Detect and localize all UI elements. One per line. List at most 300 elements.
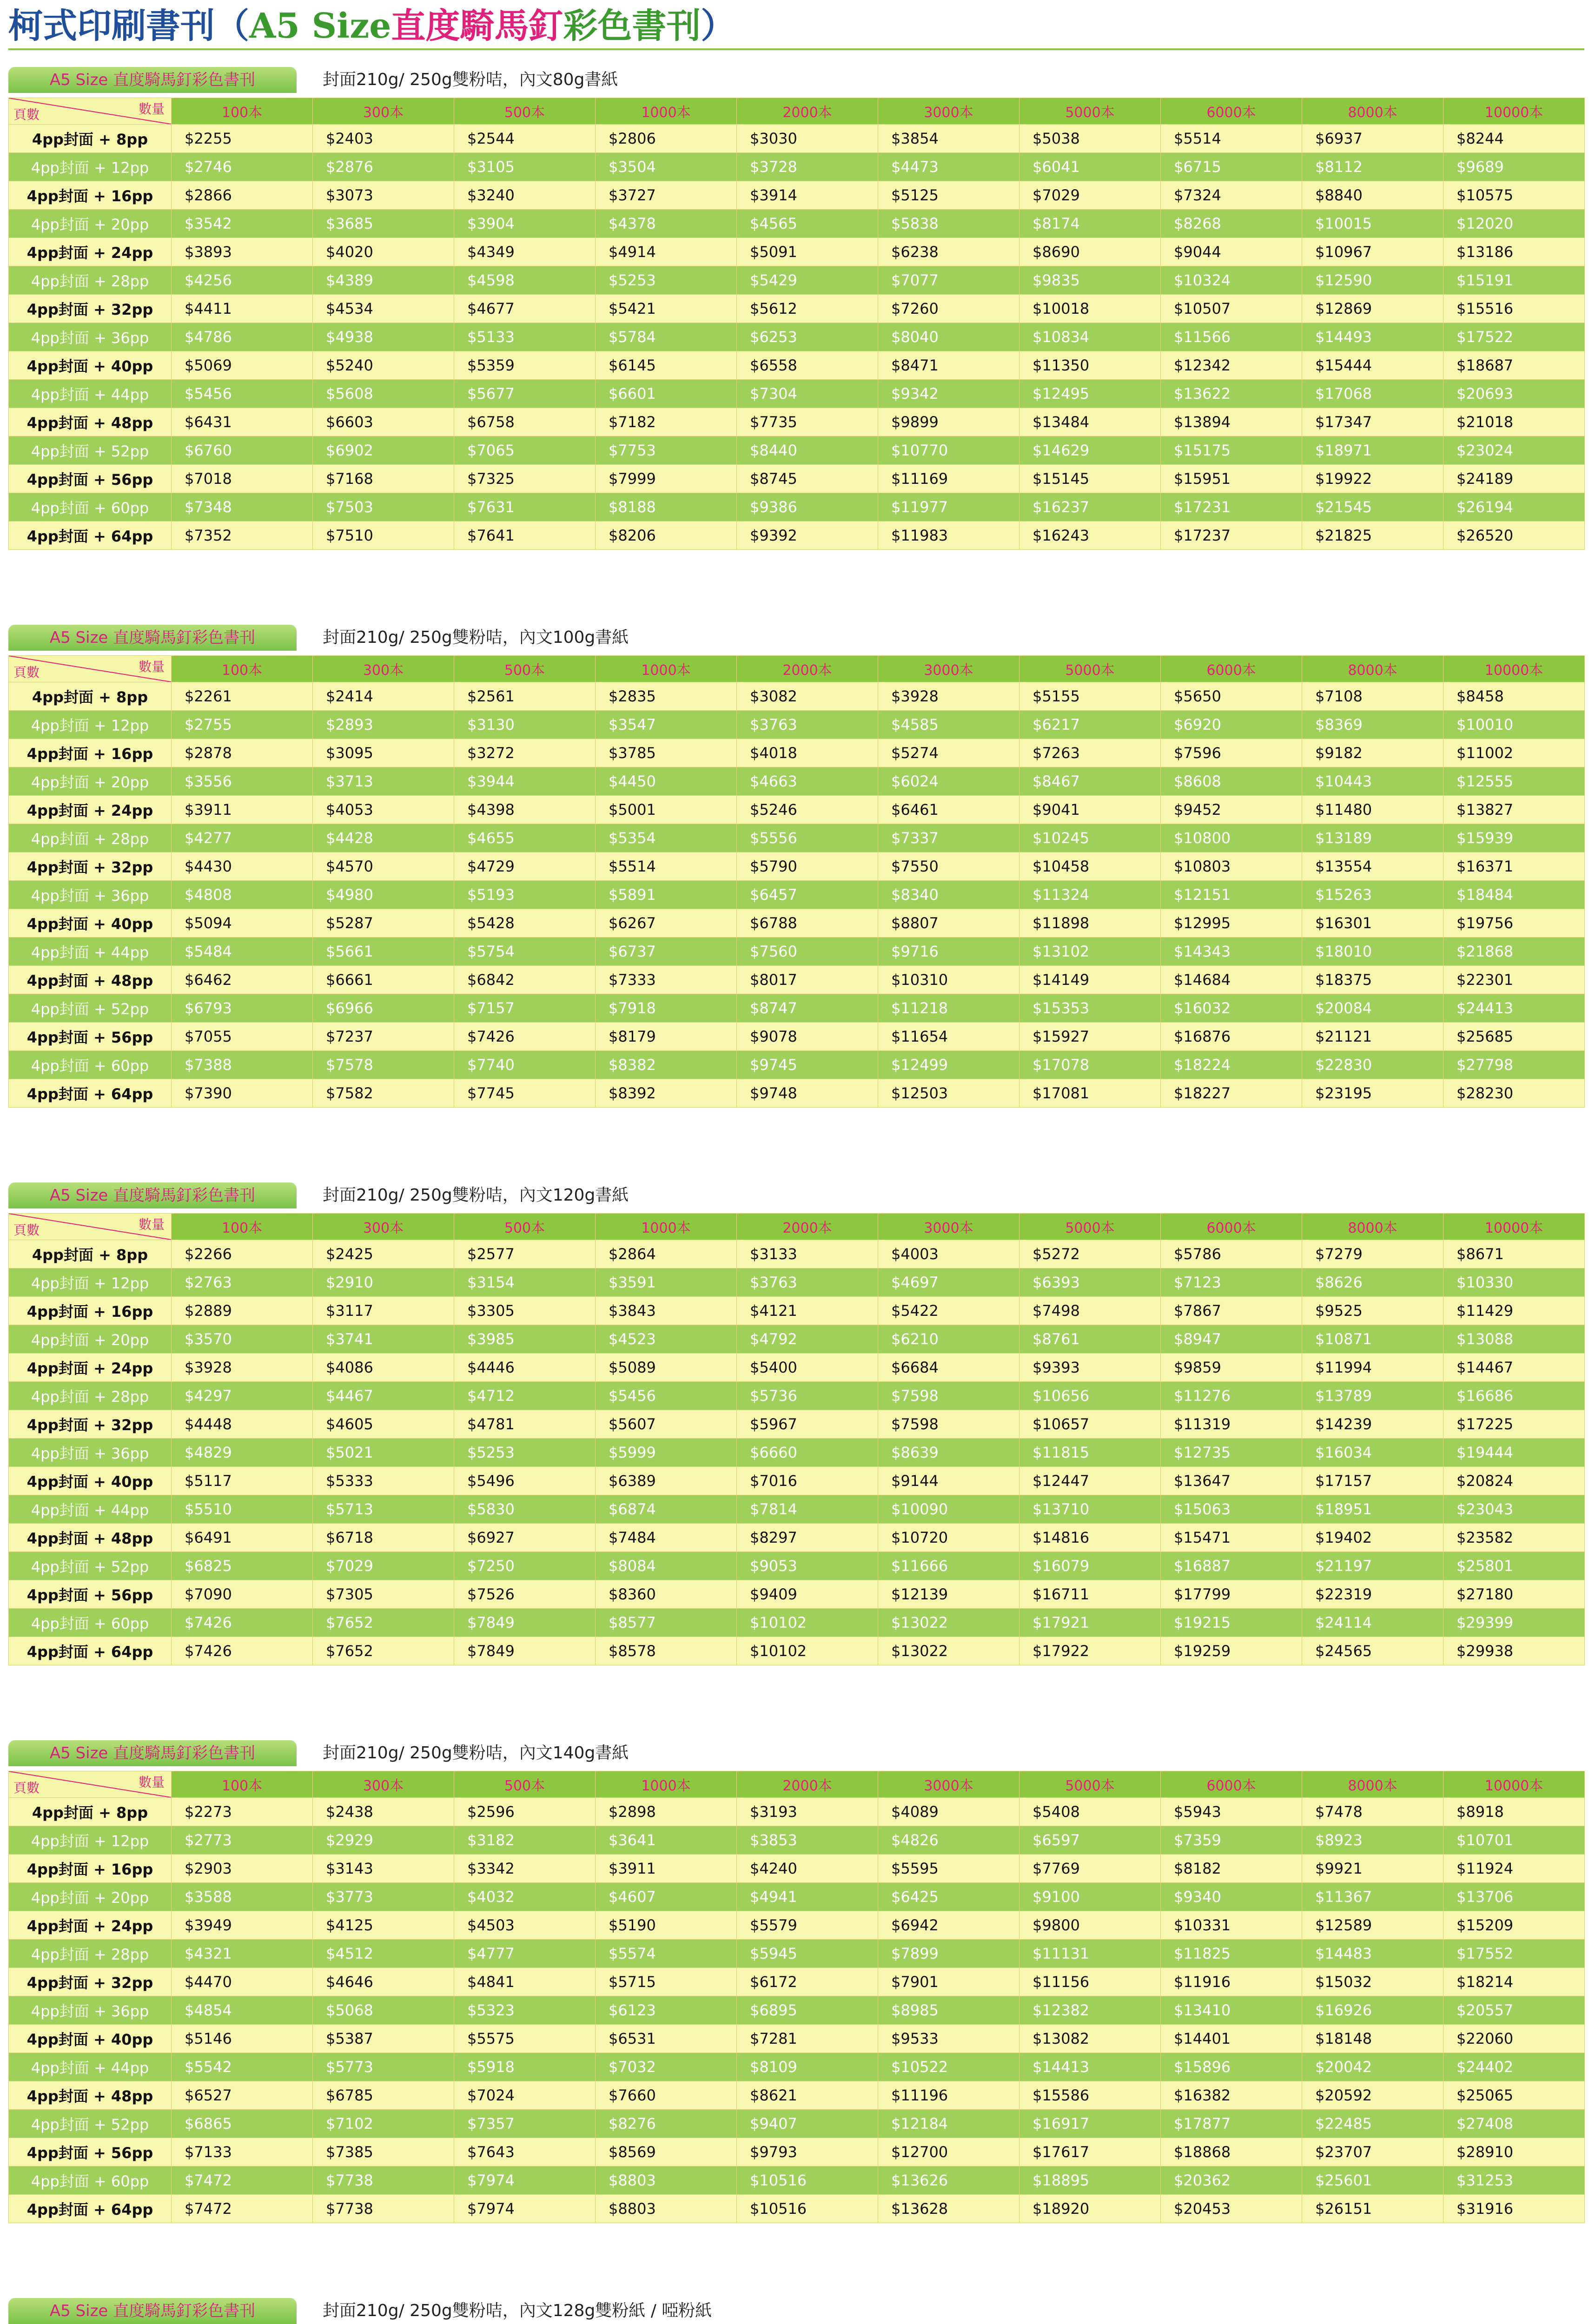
price-cell: $15145 [1020, 465, 1161, 493]
price-cell: $3944 [454, 767, 596, 796]
title-binding: 直度騎馬釘 [391, 6, 563, 46]
price-cell: $7133 [172, 2138, 313, 2166]
price-cell: $3763 [737, 1268, 878, 1297]
price-cell: $18895 [1020, 2166, 1161, 2195]
price-cell: $5967 [737, 1410, 878, 1439]
price-cell: $2425 [313, 1240, 454, 1268]
header-corner-cell [9, 98, 172, 125]
price-cell: $7388 [172, 1051, 313, 1079]
price-cell: $8923 [1302, 1826, 1443, 1855]
price-cell: $3154 [454, 1268, 596, 1297]
price-cell: $13022 [878, 1637, 1020, 1665]
section-paper-spec: 封面210g/ 250g雙粉咭，內文140g書紙 [323, 1743, 629, 1763]
price-cell: $4297 [172, 1382, 313, 1410]
price-cell: $8803 [596, 2166, 737, 2195]
price-cell: $13894 [1161, 408, 1302, 436]
page-count-label: 4pp封面 + 36pp [9, 323, 172, 351]
price-cell: $4697 [878, 1268, 1020, 1297]
price-cell: $13626 [878, 2166, 1020, 2195]
price-cell: $6461 [878, 796, 1020, 824]
price-cell: $11666 [878, 1552, 1020, 1580]
page-count-label: 4pp封面 + 40pp [9, 2025, 172, 2053]
price-cell: $5661 [313, 938, 454, 966]
price-cell: $3854 [878, 125, 1020, 153]
price-cell: $4777 [454, 1940, 596, 1968]
price-cell: $4428 [313, 824, 454, 852]
table-row [9, 852, 1585, 881]
price-cell: $25685 [1443, 1023, 1585, 1051]
price-cell: $12342 [1161, 351, 1302, 380]
price-cell: $8803 [596, 2195, 737, 2223]
price-cell: $16371 [1443, 852, 1585, 881]
price-cell: $5456 [172, 380, 313, 408]
price-cell: $9044 [1161, 238, 1302, 266]
price-cell: $5287 [313, 909, 454, 938]
price-cell: $18148 [1302, 2025, 1443, 2053]
table-row [9, 1798, 1585, 1826]
price-cell: $4729 [454, 852, 596, 881]
page-count-label: 4pp封面 + 52pp [9, 1552, 172, 1580]
price-cell: $5359 [454, 351, 596, 380]
price-cell: $7123 [1161, 1268, 1302, 1297]
page-count-label: 4pp封面 + 44pp [9, 1495, 172, 1524]
price-cell: $2929 [313, 1826, 454, 1855]
price-cell: $4256 [172, 266, 313, 295]
page-count-label: 4pp封面 + 60pp [9, 1051, 172, 1079]
price-cell: $7348 [172, 493, 313, 522]
section-header [8, 57, 1584, 97]
table-row [9, 493, 1585, 522]
price-cell: $8340 [878, 881, 1020, 909]
price-cell: $8109 [737, 2053, 878, 2081]
price-cell: $6253 [737, 323, 878, 351]
price-cell: $9041 [1020, 796, 1161, 824]
table-row [9, 994, 1585, 1023]
price-cell: $6661 [313, 966, 454, 994]
quantity-header: 3000本 [878, 1771, 1020, 1798]
page-count-label: 4pp封面 + 40pp [9, 1467, 172, 1495]
price-cell: $12495 [1020, 380, 1161, 408]
price-cell: $27798 [1443, 1051, 1585, 1079]
price-cell: $5069 [172, 351, 313, 380]
price-cell: $29399 [1443, 1609, 1585, 1637]
price-cell: $17522 [1443, 323, 1585, 351]
price-cell: $10331 [1161, 1911, 1302, 1940]
price-cell: $18920 [1020, 2195, 1161, 2223]
price-cell: $16382 [1161, 2081, 1302, 2110]
section-tab: A5 Size 直度騎馬釘彩色書刊 [8, 1740, 297, 1766]
page-count-label: 4pp封面 + 64pp [9, 1637, 172, 1665]
price-cell: $5736 [737, 1382, 878, 1410]
table-row [9, 2110, 1585, 2138]
price-table [8, 1771, 1585, 2223]
price-cell: $13189 [1302, 824, 1443, 852]
price-cell: $8297 [737, 1524, 878, 1552]
price-cell: $4430 [172, 852, 313, 881]
price-cell: $10102 [737, 1637, 878, 1665]
price-cell: $11654 [878, 1023, 1020, 1051]
price-cell: $17157 [1302, 1467, 1443, 1495]
quantity-header: 100本 [172, 98, 313, 125]
price-cell: $4003 [878, 1240, 1020, 1268]
price-cell: $6123 [596, 1996, 737, 2025]
price-cell: $12139 [878, 1580, 1020, 1609]
quantity-header: 10000本 [1443, 656, 1585, 682]
page-count-label: 4pp封面 + 16pp [9, 739, 172, 767]
price-cell: $17237 [1161, 522, 1302, 550]
header-corner-cell [9, 1214, 172, 1240]
price-cell: $7333 [596, 966, 737, 994]
price-cell: $6718 [313, 1524, 454, 1552]
price-cell: $8639 [878, 1439, 1020, 1467]
price-cell: $5133 [454, 323, 596, 351]
price-cell: $3272 [454, 739, 596, 767]
price-cell: $12555 [1443, 767, 1585, 796]
price-cell: $3240 [454, 181, 596, 210]
price-cell: $2773 [172, 1826, 313, 1855]
price-cell: $7582 [313, 1079, 454, 1108]
price-table [8, 1213, 1585, 1665]
price-cell: $16079 [1020, 1552, 1161, 1580]
title-close-paren: ） [701, 6, 735, 46]
price-cell: $12151 [1161, 881, 1302, 909]
price-cell: $6788 [737, 909, 878, 938]
price-cell: $14343 [1161, 938, 1302, 966]
price-cell: $9748 [737, 1079, 878, 1108]
quantity-header: 300本 [313, 1771, 454, 1798]
price-cell: $15951 [1161, 465, 1302, 493]
section-paper-spec: 封面210g/ 250g雙粉咭，內文128g雙粉紙 / 啞粉紙 [323, 2301, 712, 2320]
price-cell: $6966 [313, 994, 454, 1023]
price-cell: $4938 [313, 323, 454, 351]
price-cell: $5146 [172, 2025, 313, 2053]
quantity-header: 500本 [454, 98, 596, 125]
price-cell: $6527 [172, 2081, 313, 2110]
price-cell: $7738 [313, 2166, 454, 2195]
price-cell: $4585 [878, 711, 1020, 739]
price-cell: $9392 [737, 522, 878, 550]
price-cell: $10507 [1161, 295, 1302, 323]
price-cell: $4914 [596, 238, 737, 266]
price-cell: $8471 [878, 351, 1020, 380]
price-cell: $23195 [1302, 1079, 1443, 1108]
price-cell: $7281 [737, 2025, 878, 2053]
price-cell: $4349 [454, 238, 596, 266]
price-cell: $5456 [596, 1382, 737, 1410]
price-cell: $15927 [1020, 1023, 1161, 1051]
price-cell: $10018 [1020, 295, 1161, 323]
price-cell: $4605 [313, 1410, 454, 1439]
corner-quantity-label: 數量 [138, 659, 165, 674]
quantity-header: 2000本 [737, 1771, 878, 1798]
price-cell: $9525 [1302, 1297, 1443, 1325]
price-cell: $15263 [1302, 881, 1443, 909]
price-cell: $13022 [878, 1609, 1020, 1637]
price-cell: $9452 [1161, 796, 1302, 824]
page-count-label: 4pp封面 + 32pp [9, 1410, 172, 1439]
price-cell: $7901 [878, 1968, 1020, 1996]
price-cell: $11815 [1020, 1439, 1161, 1467]
quantity-header: 8000本 [1302, 98, 1443, 125]
price-cell: $8188 [596, 493, 737, 522]
price-cell: $8369 [1302, 711, 1443, 739]
price-cell: $6491 [172, 1524, 313, 1552]
price-cell: $3591 [596, 1268, 737, 1297]
price-cell: $8608 [1161, 767, 1302, 796]
price-cell: $9078 [737, 1023, 878, 1051]
price-cell: $7769 [1020, 1855, 1161, 1883]
title-color-booklet: 彩色書刊 [563, 6, 701, 46]
price-cell: $5773 [313, 2053, 454, 2081]
price-cell: $9100 [1020, 1883, 1161, 1911]
price-cell: $2866 [172, 181, 313, 210]
table-row [9, 1051, 1585, 1079]
price-cell: $6760 [172, 436, 313, 465]
corner-quantity-label: 數量 [138, 1775, 165, 1790]
price-cell: $6393 [1020, 1268, 1161, 1297]
page-count-label: 4pp封面 + 20pp [9, 1883, 172, 1911]
page-count-label: 4pp封面 + 20pp [9, 767, 172, 796]
table-row [9, 153, 1585, 181]
price-cell: $3773 [313, 1883, 454, 1911]
price-cell: $3073 [313, 181, 454, 210]
price-cell: $7596 [1161, 739, 1302, 767]
price-cell: $21018 [1443, 408, 1585, 436]
quantity-header: 8000本 [1302, 656, 1443, 682]
price-cell: $7055 [172, 1023, 313, 1051]
price-cell: $3911 [172, 796, 313, 824]
price-cell: $15175 [1161, 436, 1302, 465]
price-cell: $8276 [596, 2110, 737, 2138]
price-cell: $17347 [1302, 408, 1443, 436]
price-cell: $3741 [313, 1325, 454, 1353]
price-cell: $5830 [454, 1495, 596, 1524]
price-cell: $7182 [596, 408, 737, 436]
page-count-label: 4pp封面 + 56pp [9, 1580, 172, 1609]
price-cell: $18971 [1302, 436, 1443, 465]
price-cell: $3556 [172, 767, 313, 796]
price-cell: $4089 [878, 1798, 1020, 1826]
price-cell: $3193 [737, 1798, 878, 1826]
page-count-label: 4pp封面 + 12pp [9, 153, 172, 181]
table-row [9, 1552, 1585, 1580]
price-cell: $7849 [454, 1609, 596, 1637]
header-corner-cell [9, 1771, 172, 1798]
price-cell: $7631 [454, 493, 596, 522]
table-row [9, 1495, 1585, 1524]
price-cell: $20084 [1302, 994, 1443, 1023]
price-cell: $21868 [1443, 938, 1585, 966]
price-cell: $17552 [1443, 1940, 1585, 1968]
price-cell: $7426 [172, 1609, 313, 1637]
price-cell: $6920 [1161, 711, 1302, 739]
page-count-label: 4pp封面 + 12pp [9, 1826, 172, 1855]
table-row [9, 2195, 1585, 2223]
price-cell: $3893 [172, 238, 313, 266]
price-cell: $7740 [454, 1051, 596, 1079]
price-cell: $8467 [1020, 767, 1161, 796]
table-row [9, 1609, 1585, 1637]
price-cell: $6558 [737, 351, 878, 380]
price-cell: $5607 [596, 1410, 737, 1439]
price-cell: $7472 [172, 2166, 313, 2195]
price-cell: $5790 [737, 852, 878, 881]
price-cell: $11429 [1443, 1297, 1585, 1325]
section-paper-spec: 封面210g/ 250g雙粉咭，內文120g書紙 [323, 1186, 629, 1205]
price-cell: $16887 [1161, 1552, 1302, 1580]
price-cell: $13186 [1443, 238, 1585, 266]
price-cell: $3685 [313, 210, 454, 238]
price-cell: $5021 [313, 1439, 454, 1467]
price-cell: $3949 [172, 1911, 313, 1940]
price-cell: $4655 [454, 824, 596, 852]
price-cell: $3105 [454, 153, 596, 181]
price-cell: $10720 [878, 1524, 1020, 1552]
price-cell: $3570 [172, 1325, 313, 1353]
price-cell: $17081 [1020, 1079, 1161, 1108]
page-count-label: 4pp封面 + 8pp [9, 682, 172, 711]
price-cell: $14493 [1302, 323, 1443, 351]
section-header [8, 2288, 1584, 2324]
table-row [9, 1968, 1585, 1996]
price-cell: $2755 [172, 711, 313, 739]
page-count-label: 4pp封面 + 48pp [9, 2081, 172, 2110]
corner-quantity-label: 數量 [138, 1217, 165, 1232]
price-cell: $2261 [172, 682, 313, 711]
price-cell: $7024 [454, 2081, 596, 2110]
price-cell: $3143 [313, 1855, 454, 1883]
page-count-label: 4pp封面 + 48pp [9, 408, 172, 436]
price-cell: $5575 [454, 2025, 596, 2053]
price-cell: $16686 [1443, 1382, 1585, 1410]
price-cell: $12869 [1302, 295, 1443, 323]
price-cell: $20453 [1161, 2195, 1302, 2223]
table-header-row [9, 98, 1585, 125]
page-count-label: 4pp封面 + 20pp [9, 1325, 172, 1353]
price-cell: $6937 [1302, 125, 1443, 153]
price-cell: $12184 [878, 2110, 1020, 2138]
price-cell: $19444 [1443, 1439, 1585, 1467]
price-cell: $10443 [1302, 767, 1443, 796]
price-cell: $22830 [1302, 1051, 1443, 1079]
price-cell: $9340 [1161, 1883, 1302, 1911]
price-cell: $3504 [596, 153, 737, 181]
price-cell: $5542 [172, 2053, 313, 2081]
price-cell: $3082 [737, 682, 878, 711]
quantity-header: 2000本 [737, 1214, 878, 1240]
price-cell: $5421 [596, 295, 737, 323]
table-row [9, 1467, 1585, 1495]
price-cell: $5514 [596, 852, 737, 881]
price-cell: $8268 [1161, 210, 1302, 238]
price-cell: $7250 [454, 1552, 596, 1580]
price-cell: $11319 [1161, 1410, 1302, 1439]
price-cell: $4512 [313, 1940, 454, 1968]
price-cell: $2746 [172, 153, 313, 181]
table-row [9, 1911, 1585, 1940]
price-cell: $2893 [313, 711, 454, 739]
price-cell: $12700 [878, 2138, 1020, 2166]
price-cell: $5484 [172, 938, 313, 966]
page-count-label: 4pp封面 + 28pp [9, 1382, 172, 1410]
price-cell: $26151 [1302, 2195, 1443, 2223]
price-cell: $11218 [878, 994, 1020, 1023]
price-cell: $5838 [878, 210, 1020, 238]
price-cell: $13622 [1161, 380, 1302, 408]
price-cell: $16926 [1302, 1996, 1443, 2025]
page-count-label: 4pp封面 + 52pp [9, 994, 172, 1023]
price-cell: $3130 [454, 711, 596, 739]
price-cell: $5612 [737, 295, 878, 323]
price-cell: $17078 [1020, 1051, 1161, 1079]
section-tab: A5 Size 直度騎馬釘彩色書刊 [8, 625, 297, 651]
price-cell: $14149 [1020, 966, 1161, 994]
price-cell: $4854 [172, 1996, 313, 2025]
price-cell: $9859 [1161, 1353, 1302, 1382]
quantity-header: 1000本 [596, 656, 737, 682]
price-cell: $3728 [737, 153, 878, 181]
quantity-header: 2000本 [737, 98, 878, 125]
price-cell: $6942 [878, 1911, 1020, 1940]
price-cell: $24413 [1443, 994, 1585, 1023]
price-cell: $7643 [454, 2138, 596, 2166]
page-count-label: 4pp封面 + 28pp [9, 1940, 172, 1968]
price-cell: $8206 [596, 522, 737, 550]
price-cell: $16243 [1020, 522, 1161, 550]
price-cell: $7999 [596, 465, 737, 493]
price-cell: $7738 [313, 2195, 454, 2223]
price-cell: $8084 [596, 1552, 737, 1580]
price-cell: $7168 [313, 465, 454, 493]
price-cell: $7237 [313, 1023, 454, 1051]
price-cell: $8360 [596, 1580, 737, 1609]
section-header [8, 1172, 1584, 1212]
table-row [9, 436, 1585, 465]
price-cell: $7305 [313, 1580, 454, 1609]
price-cell: $11169 [878, 465, 1020, 493]
price-cell: $12590 [1302, 266, 1443, 295]
price-cell: $9689 [1443, 153, 1585, 181]
table-row [9, 408, 1585, 436]
price-cell: $22319 [1302, 1580, 1443, 1609]
quantity-header: 500本 [454, 1214, 596, 1240]
price-cell: $7641 [454, 522, 596, 550]
price-cell: $6431 [172, 408, 313, 436]
page-count-label: 4pp封面 + 44pp [9, 938, 172, 966]
price-cell: $5068 [313, 1996, 454, 2025]
price-cell: $15032 [1302, 1968, 1443, 1996]
price-cell: $6457 [737, 881, 878, 909]
table-row [9, 1353, 1585, 1382]
price-cell: $13706 [1443, 1883, 1585, 1911]
page-count-label: 4pp封面 + 44pp [9, 380, 172, 408]
section-tab: A5 Size 直度騎馬釘彩色書刊 [8, 67, 297, 93]
price-cell: $8392 [596, 1079, 737, 1108]
price-cell: $9393 [1020, 1353, 1161, 1382]
price-cell: $6793 [172, 994, 313, 1023]
table-row [9, 1826, 1585, 1855]
page-count-label: 4pp封面 + 52pp [9, 2110, 172, 2138]
price-cell: $17799 [1161, 1580, 1302, 1609]
price-cell: $8578 [596, 1637, 737, 1665]
price-cell: $7735 [737, 408, 878, 436]
price-cell: $15191 [1443, 266, 1585, 295]
price-cell: $2910 [313, 1268, 454, 1297]
price-cell: $3904 [454, 210, 596, 238]
price-cell: $6715 [1161, 153, 1302, 181]
price-cell: $4121 [737, 1297, 878, 1325]
table-row [9, 181, 1585, 210]
